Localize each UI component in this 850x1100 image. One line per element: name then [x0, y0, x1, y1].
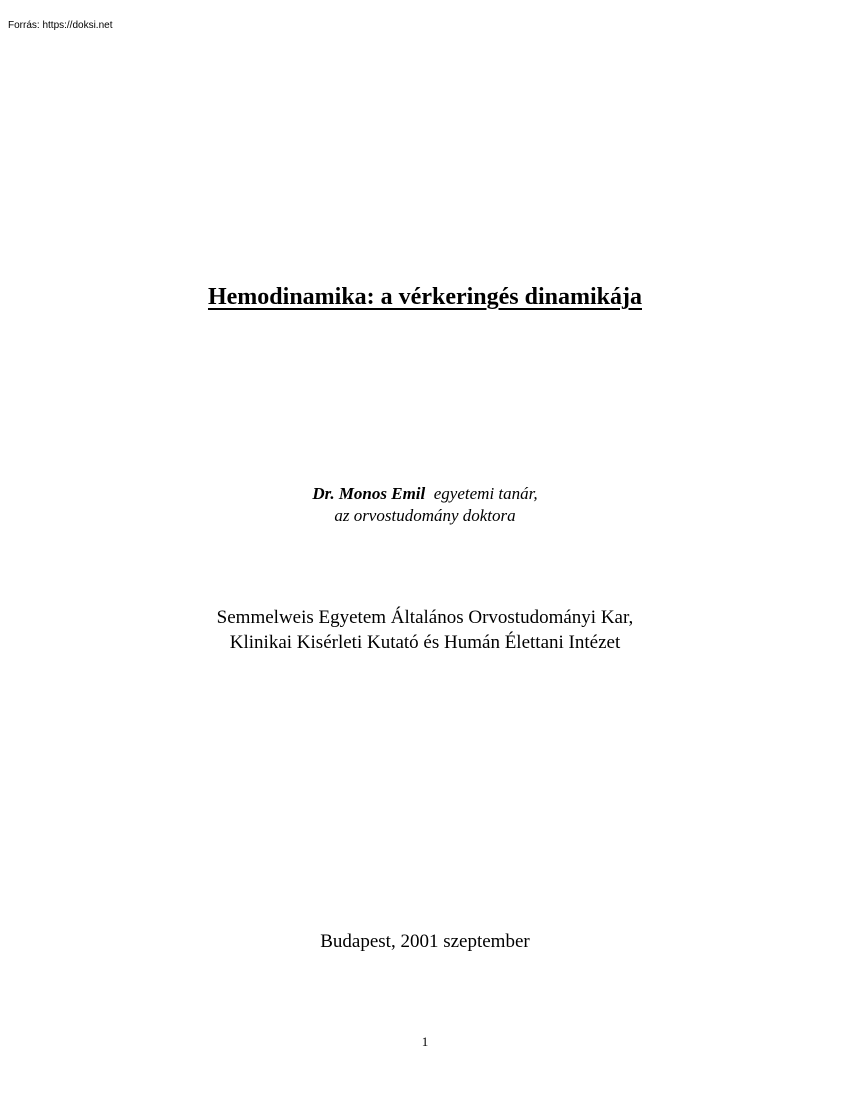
document-title: Hemodinamika: a vérkeringés dinamikája — [207, 284, 642, 310]
author-degree: az orvostudomány doktora — [334, 506, 516, 525]
institution-line-1: Semmelweis Egyetem Általános Orvostudományi Kar, — [216, 607, 634, 628]
author-name: Dr. Monos Emil — [312, 484, 426, 503]
institution-block — [0, 605, 850, 655]
page-number: 1 — [421, 1034, 429, 1049]
author-block — [0, 483, 850, 527]
author-line — [0, 483, 850, 505]
place-date: Budapest, 2001 szeptember — [320, 931, 530, 952]
source-note: Forrás: https://doksi.net — [8, 20, 113, 31]
institution-line-2: Klinikai Kisérleti Kutató és Humán Élettani Intézet — [229, 632, 621, 653]
author-position: egyetemi tanár, — [433, 484, 538, 503]
